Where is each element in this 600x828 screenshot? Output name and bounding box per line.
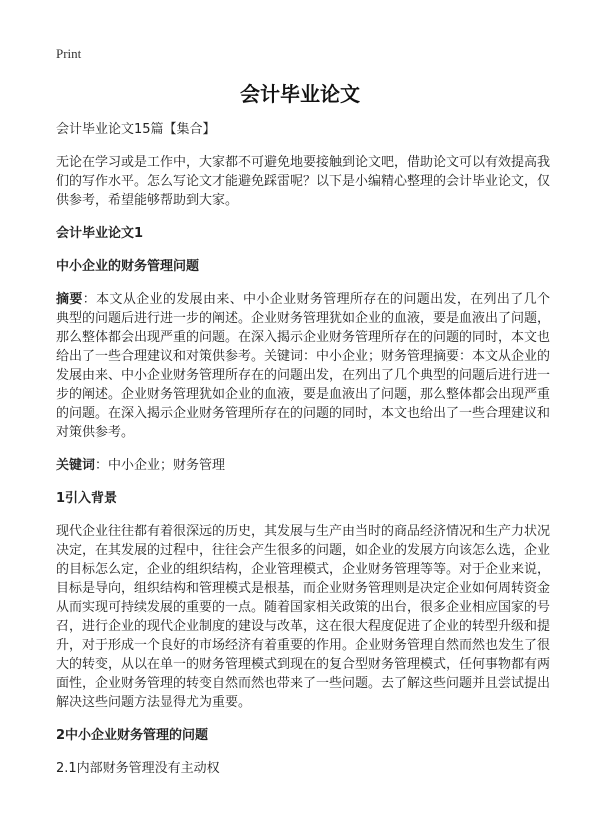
keywords-label: 关键词: [56, 458, 96, 473]
article-title: 中小企业的财务管理问题: [56, 259, 200, 274]
abstract-paragraph: [56, 290, 550, 442]
heading-1: 1引入背景: [56, 491, 118, 506]
keywords-paragraph: [56, 456, 550, 475]
heading-2-1: 2.1内部财务管理没有主动权: [56, 761, 220, 776]
background-paragraph: 现代企业往往都有着很深远的历史，其发展与生产由当时的商品经济情况和生产力状况决定，在其发展的过程中，往往会产生很多的问题，如企业的发展方向该怎么选，企业的目标怎么定，企业的组织结构，企业管理模式，企业财务管理等等。对于企业来说，目标是导向，组织结构和管理模式是根基，而企业财务管理则是决定企业如何周转资金从而实现可持续发展的重要的一点。随着国家相关政策的出台，很多企业相应国家的号召，进行企业的现代企业制度的建设与改革，这在很大程度促进了企业的转型升级和提升，对于形成一个良好的市场经济有着重要的作用。企业财务管理自然而然也发生了很大的转变，从以在单一的财务管理模式到现在的复合型财务管理模式，任何事物都有两面性，企业财务管理的转变自然而然也带来了一些问题。去了解这些问题并且尝试提出解决这些问题方法显得尤为重要。: [56, 524, 551, 710]
heading-2: 2中小企业财务管理的问题: [56, 728, 209, 743]
document-body: [56, 120, 550, 792]
abstract-text: ：本文从企业的发展由来、中小企业财务管理所存在的问题出发，在列出了几个典型的问题后进行进一步的阐述。企业财务管理犹如企业的血液，要是血液出了问题，那么整体都会出现严重的问题。在深入揭示企业财务管理所存在的问题的同时，本文也给出了一些合理建议和对策供参考。关键词：中小企业；财务管理摘要：本文从企业的发展由来、中小企业财务管理所存在的问题出发，在列出了几个典型的问题后进行进一步的阐述。企业财务管理犹如企业的血液，要是血液出了问题，那么整体都会出现严重的问题。在深入揭示企业财务管理所存在的问题的同时，本文也给出了一些合理建议和对策供参考。: [56, 292, 551, 440]
keywords-text: ：中小企业；财务管理: [95, 458, 226, 473]
intro-paragraph: 无论在学习或是工作中，大家都不可避免地要接触到论文吧，借助论文可以有效提高我们的写作水平。怎么写论文才能避免踩雷呢？以下是小编精心整理的会计毕业论文，仅供参考，希望能够帮助到大家。: [56, 155, 551, 208]
print-link[interactable]: Print: [56, 46, 82, 61]
document-subtitle: 会计毕业论文15篇【集合】: [56, 122, 216, 137]
page-title: 会计毕业论文: [240, 82, 360, 106]
abstract-label: 摘要: [56, 292, 83, 307]
section-title: 会计毕业论文1: [56, 226, 144, 241]
